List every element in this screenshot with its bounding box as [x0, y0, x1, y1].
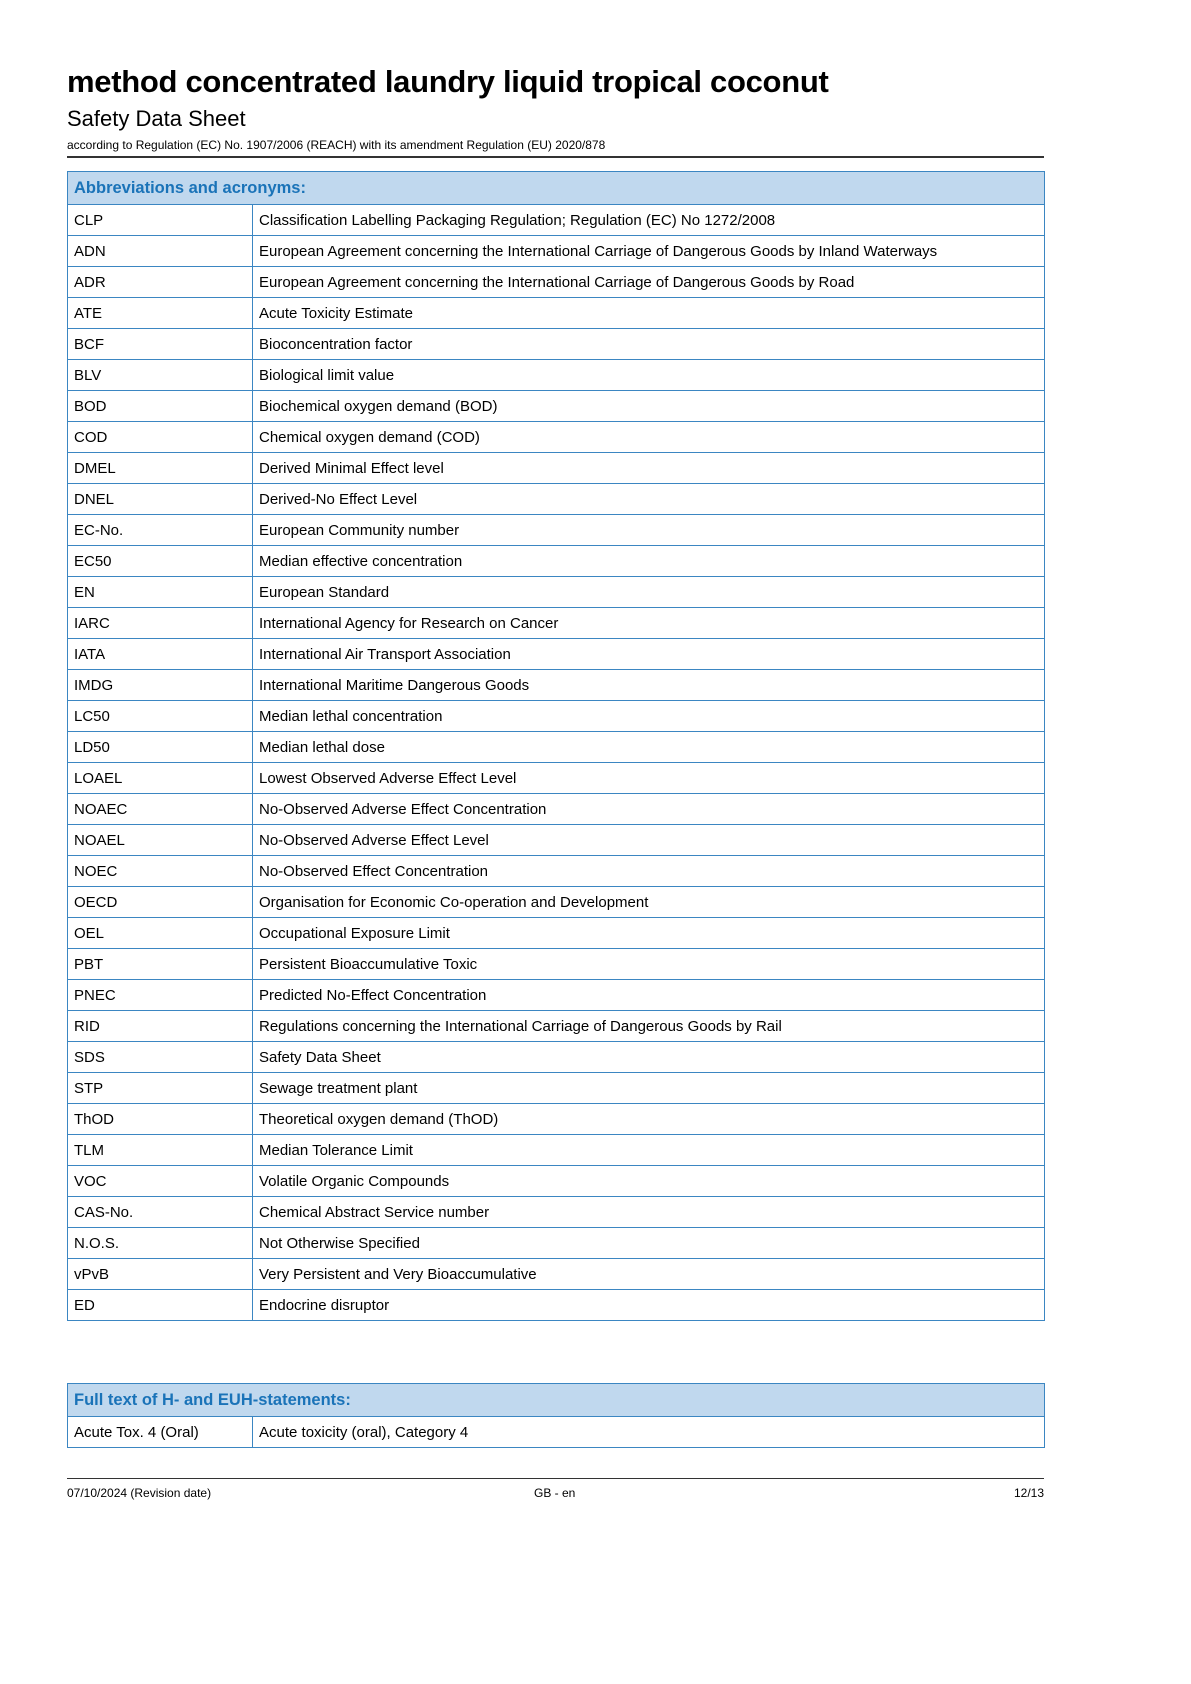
table-row [68, 1135, 1045, 1166]
table-row [68, 391, 1045, 422]
table-row [68, 1228, 1045, 1259]
table-row [68, 484, 1045, 515]
abbreviation-meaning: Biological limit value [253, 360, 1045, 391]
table-row [68, 236, 1045, 267]
abbreviation-meaning: Organisation for Economic Co-operation and Development [253, 887, 1045, 918]
table-row [68, 267, 1045, 298]
abbreviation-meaning: Acute Toxicity Estimate [253, 298, 1045, 329]
table-row [68, 887, 1045, 918]
table-row [68, 670, 1045, 701]
regulation-line: according to Regulation (EC) No. 1907/2006 (REACH) with its amendment Regulation (EU) 2020/878 [67, 138, 606, 152]
abbreviation-meaning: Classification Labelling Packaging Regulation; Regulation (EC) No 1272/2008 [253, 205, 1045, 236]
abbreviation-meaning: Chemical oxygen demand (COD) [253, 422, 1045, 453]
table-row [68, 1166, 1045, 1197]
abbreviation-code: SDS [68, 1042, 253, 1073]
abbreviation-code: OEL [68, 918, 253, 949]
abbreviations-body [68, 205, 1045, 1321]
table-row [68, 763, 1045, 794]
abbreviation-code: PNEC [68, 980, 253, 1011]
abbreviation-code: PBT [68, 949, 253, 980]
header-divider [67, 156, 1044, 158]
abbreviation-code: LD50 [68, 732, 253, 763]
abbreviation-code: BCF [68, 329, 253, 360]
abbreviation-code: DNEL [68, 484, 253, 515]
abbreviation-meaning: No-Observed Adverse Effect Level [253, 825, 1045, 856]
abbreviations-table [67, 171, 1045, 1321]
abbreviation-code: DMEL [68, 453, 253, 484]
table-row [68, 825, 1045, 856]
footer-divider [67, 1478, 1044, 1479]
table-row [68, 298, 1045, 329]
abbreviation-code: NOAEL [68, 825, 253, 856]
revision-date: 07/10/2024 (Revision date) [67, 1486, 212, 1500]
abbreviation-code: BLV [68, 360, 253, 391]
abbreviation-meaning: Predicted No-Effect Concentration [253, 980, 1045, 1011]
abbreviation-meaning: Median lethal dose [253, 732, 1045, 763]
abbreviation-code: VOC [68, 1166, 253, 1197]
h-statements-body [68, 1417, 1045, 1448]
abbreviation-code: COD [68, 422, 253, 453]
table-row [68, 608, 1045, 639]
abbreviation-meaning: Endocrine disruptor [253, 1290, 1045, 1321]
abbreviation-meaning: European Agreement concerning the International Carriage of Dangerous Goods by Inland Waterways [253, 236, 1045, 267]
table-row [68, 732, 1045, 763]
abbreviation-meaning: No-Observed Adverse Effect Concentration [253, 794, 1045, 825]
abbreviation-meaning: Persistent Bioaccumulative Toxic [253, 949, 1045, 980]
table-row [68, 701, 1045, 732]
table-row [68, 453, 1045, 484]
abbreviation-meaning: European Agreement concerning the International Carriage of Dangerous Goods by Road [253, 267, 1045, 298]
abbreviation-meaning: Bioconcentration factor [253, 329, 1045, 360]
abbreviation-code: ThOD [68, 1104, 253, 1135]
abbreviation-meaning: Very Persistent and Very Bioaccumulative [253, 1259, 1045, 1290]
abbreviation-code: ADR [68, 267, 253, 298]
abbreviation-code: IATA [68, 639, 253, 670]
table-row [68, 980, 1045, 1011]
abbreviation-code: STP [68, 1073, 253, 1104]
abbreviation-meaning: European Standard [253, 577, 1045, 608]
abbreviation-code: EC-No. [68, 515, 253, 546]
abbreviation-code: IARC [68, 608, 253, 639]
page-number: 12/13 [1013, 1486, 1044, 1500]
document-title: method concentrated laundry liquid tropical coconut [67, 64, 829, 99]
table-row [68, 1073, 1045, 1104]
abbreviation-code: ADN [68, 236, 253, 267]
abbreviation-code: N.O.S. [68, 1228, 253, 1259]
table-row [68, 1290, 1045, 1321]
abbreviation-meaning: International Maritime Dangerous Goods [253, 670, 1045, 701]
abbreviation-code: EC50 [68, 546, 253, 577]
locale-label: GB - en [534, 1486, 576, 1500]
abbreviation-meaning: Biochemical oxygen demand (BOD) [253, 391, 1045, 422]
h-statements-heading: Full text of H- and EUH-statements: [68, 1384, 1045, 1417]
abbreviation-meaning: Acute toxicity (oral), Category 4 [253, 1417, 1045, 1448]
table-row [68, 329, 1045, 360]
abbreviation-code: RID [68, 1011, 253, 1042]
table-row [68, 856, 1045, 887]
table-row [68, 546, 1045, 577]
table-row [68, 918, 1045, 949]
abbreviation-code: BOD [68, 391, 253, 422]
abbreviation-code: CLP [68, 205, 253, 236]
table-row [68, 422, 1045, 453]
table-row [68, 639, 1045, 670]
abbreviation-code: OECD [68, 887, 253, 918]
abbreviation-meaning: Derived Minimal Effect level [253, 453, 1045, 484]
abbreviation-meaning: Theoretical oxygen demand (ThOD) [253, 1104, 1045, 1135]
abbreviation-meaning: Regulations concerning the International Carriage of Dangerous Goods by Rail [253, 1011, 1045, 1042]
abbreviation-meaning: International Air Transport Association [253, 639, 1045, 670]
h-statements-table [67, 1383, 1045, 1448]
abbreviation-meaning: Lowest Observed Adverse Effect Level [253, 763, 1045, 794]
abbreviation-code: TLM [68, 1135, 253, 1166]
abbreviation-meaning: Chemical Abstract Service number [253, 1197, 1045, 1228]
document-subtitle: Safety Data Sheet [67, 106, 246, 131]
table-row [68, 1197, 1045, 1228]
abbreviation-code: LC50 [68, 701, 253, 732]
abbreviation-meaning: European Community number [253, 515, 1045, 546]
abbreviation-code: LOAEL [68, 763, 253, 794]
abbreviation-meaning: Median effective concentration [253, 546, 1045, 577]
abbreviation-code: ED [68, 1290, 253, 1321]
table-row [68, 1417, 1045, 1448]
abbreviation-meaning: Sewage treatment plant [253, 1073, 1045, 1104]
table-row [68, 1104, 1045, 1135]
table-row [68, 1259, 1045, 1290]
abbreviation-code: CAS-No. [68, 1197, 253, 1228]
abbreviation-code: NOAEC [68, 794, 253, 825]
abbreviation-meaning: No-Observed Effect Concentration [253, 856, 1045, 887]
abbreviation-meaning: Safety Data Sheet [253, 1042, 1045, 1073]
abbreviation-meaning: Volatile Organic Compounds [253, 1166, 1045, 1197]
abbreviation-code: NOEC [68, 856, 253, 887]
table-row [68, 577, 1045, 608]
abbreviations-heading: Abbreviations and acronyms: [68, 172, 1045, 205]
table-row [68, 794, 1045, 825]
table-row [68, 515, 1045, 546]
abbreviation-code: ATE [68, 298, 253, 329]
abbreviation-code: EN [68, 577, 253, 608]
table-row [68, 205, 1045, 236]
abbreviation-meaning: Derived-No Effect Level [253, 484, 1045, 515]
table-row [68, 1042, 1045, 1073]
abbreviation-meaning: Not Otherwise Specified [253, 1228, 1045, 1259]
abbreviation-meaning: Median lethal concentration [253, 701, 1045, 732]
abbreviation-meaning: Median Tolerance Limit [253, 1135, 1045, 1166]
table-row [68, 360, 1045, 391]
table-row [68, 1011, 1045, 1042]
abbreviation-code: IMDG [68, 670, 253, 701]
abbreviation-code: vPvB [68, 1259, 253, 1290]
abbreviation-code: Acute Tox. 4 (Oral) [68, 1417, 253, 1448]
table-row [68, 949, 1045, 980]
abbreviation-meaning: International Agency for Research on Cancer [253, 608, 1045, 639]
abbreviation-meaning: Occupational Exposure Limit [253, 918, 1045, 949]
